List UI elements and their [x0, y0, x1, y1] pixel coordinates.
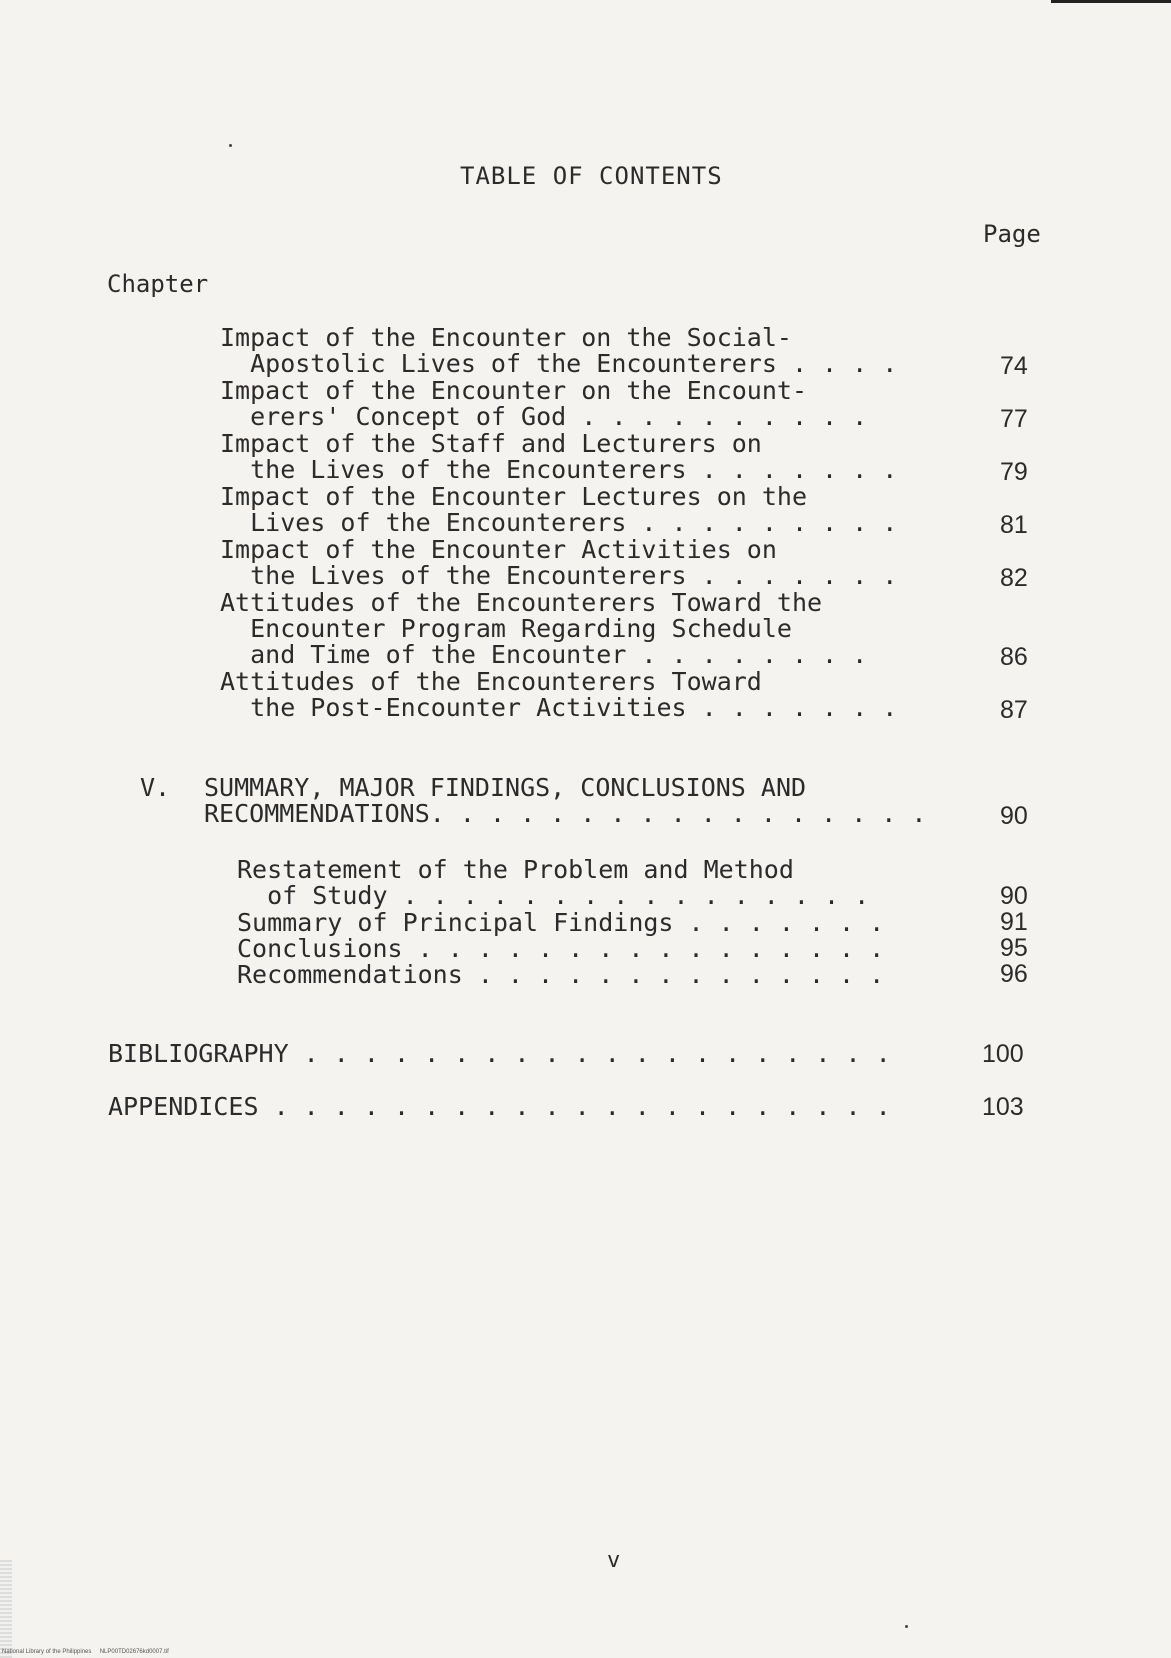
chapter-page: 90	[1000, 802, 1028, 830]
scan-speck	[905, 1625, 908, 1628]
scan-edge-mark	[1051, 0, 1171, 3]
toc-subentry-line: Summary of Principal Findings . . . . . . .	[237, 908, 885, 937]
chapter-title-line: RECOMMENDATIONS. . . . . . . . . . . . . . . . .	[204, 799, 927, 828]
toc-entry-page: 86	[1000, 643, 1028, 671]
toc-entry-page: 87	[1000, 696, 1028, 724]
bibliography-page: 100	[982, 1040, 1024, 1068]
toc-subentry-line: Restatement of the Problem and Method	[237, 855, 794, 884]
toc-entry-line: Impact of the Staff and Lecturers on	[220, 429, 762, 458]
toc-subentry-line: Recommendations . . . . . . . . . . . . . .	[237, 960, 885, 989]
scan-speck	[229, 144, 232, 147]
toc-entry-line: Apostolic Lives of the Encounterers . . . .	[220, 349, 898, 378]
scan-footer: National Library of the Philippines NLP00TD02676kd0007.tif	[2, 1649, 169, 1655]
toc-entry-line: erers' Concept of God . . . . . . . . . .	[220, 402, 868, 431]
toc-subentry-page: 90	[1000, 882, 1028, 910]
toc-subentry-page: 91	[1000, 908, 1028, 936]
toc-entry-line: and Time of the Encounter . . . . . . . .	[220, 640, 868, 669]
toc-entry-line: the Post-Encounter Activities . . . . . . .	[220, 693, 898, 722]
toc-entry-page: 74	[1000, 352, 1028, 380]
bibliography-entry: BIBLIOGRAPHY . . . . . . . . . . . . . . . . . . . .	[108, 1039, 891, 1068]
page-column-heading: Page	[983, 220, 1041, 248]
chapter-title-line: SUMMARY, MAJOR FINDINGS, CONCLUSIONS AND	[204, 773, 807, 802]
toc-subentry-line: Conclusions . . . . . . . . . . . . . . . .	[237, 934, 885, 963]
appendices-page: 103	[982, 1093, 1024, 1121]
toc-entry-line: the Lives of the Encounterers . . . . . . .	[220, 561, 898, 590]
toc-entry-line: Impact of the Encounter on the Social-	[220, 323, 792, 352]
toc-subentry-line: of Study . . . . . . . . . . . . . . . .	[237, 881, 870, 910]
toc-entry-page: 79	[1000, 458, 1028, 486]
page-title: TABLE OF CONTENTS	[460, 162, 723, 190]
toc-entry-line: Impact of the Encounter Lectures on the	[220, 482, 807, 511]
toc-entry-line: Encounter Program Regarding Schedule	[220, 614, 792, 643]
toc-entry-page: 81	[1000, 511, 1028, 539]
toc-entry-line: Attitudes of the Encounterers Toward	[220, 667, 762, 696]
toc-entry-line: Lives of the Encounterers . . . . . . . . .	[220, 508, 898, 537]
toc-entry-page: 82	[1000, 564, 1028, 592]
chapter-column-heading: Chapter	[107, 270, 209, 298]
scan-binding-edge	[0, 1560, 12, 1658]
appendices-entry: APPENDICES . . . . . . . . . . . . . . . . . . . . .	[108, 1092, 891, 1121]
toc-entry-line: Impact of the Encounter Activities on	[220, 535, 777, 564]
toc-entry-line: Attitudes of the Encounterers Toward the	[220, 588, 823, 617]
toc-entry-page: 77	[1000, 405, 1028, 433]
toc-entry-line: Impact of the Encounter on the Encount-	[220, 376, 807, 405]
toc-entry-line: the Lives of the Encounterers . . . . . . .	[220, 455, 898, 484]
toc-subentry-page: 95	[1000, 934, 1028, 962]
chapter-numeral: V.	[140, 773, 171, 802]
page-folio: v	[607, 1548, 621, 1573]
toc-subentry-page: 96	[1000, 960, 1028, 988]
